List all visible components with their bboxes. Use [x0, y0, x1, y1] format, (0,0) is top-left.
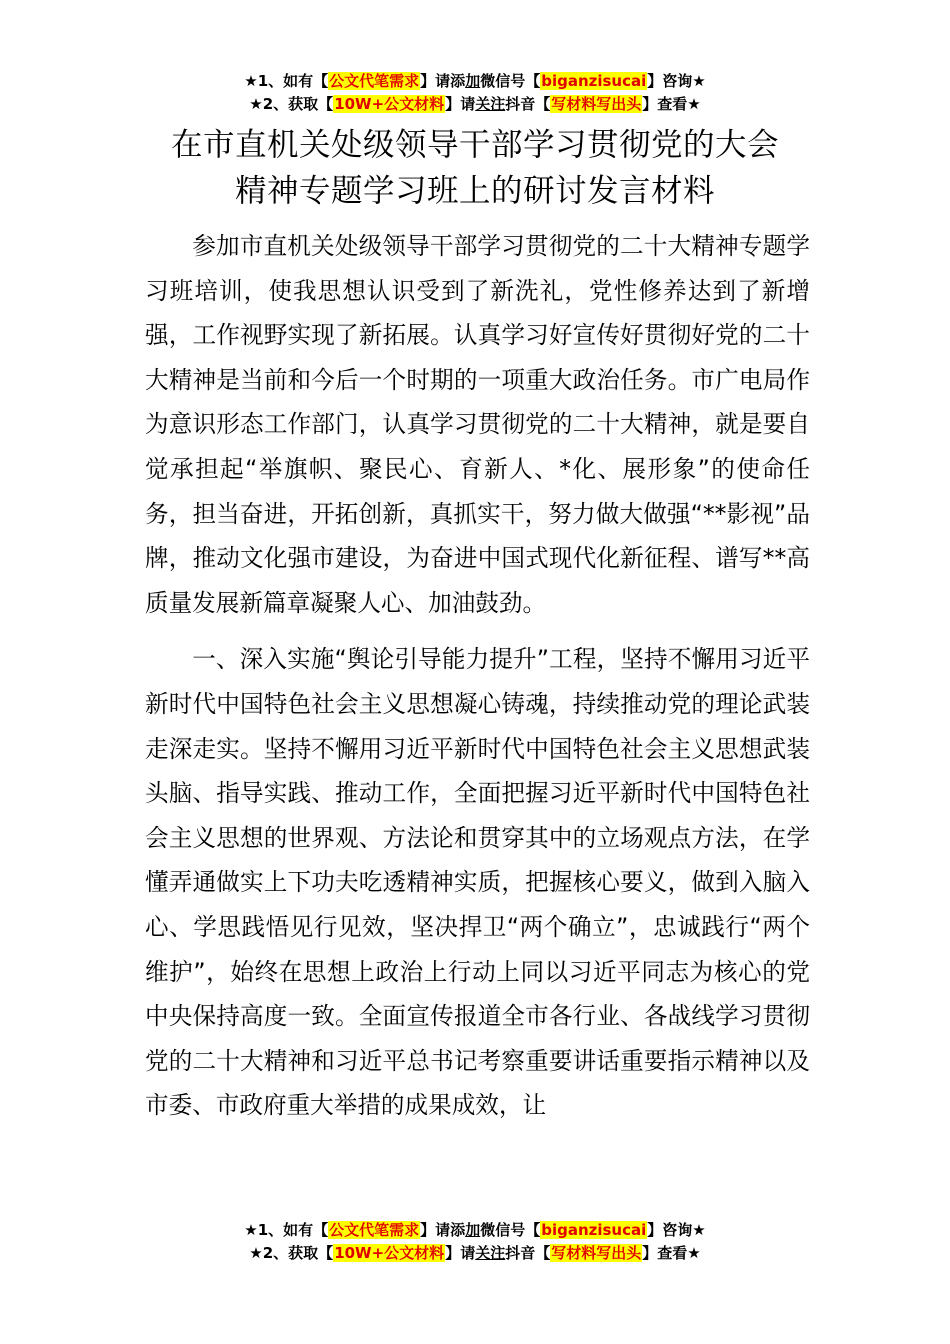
promo-text: 抖音【: [505, 95, 551, 113]
promo-text: 】请: [445, 1244, 476, 1262]
promo-highlight-service: 公文代笔需求: [329, 1221, 420, 1239]
promo-underline: 关注: [475, 95, 506, 113]
promo-underline: 加: [465, 72, 481, 90]
promo-text: 】请: [445, 95, 476, 113]
promo-underline: 加: [465, 1221, 481, 1239]
body-paragraph: 参加市直机关处级领导干部学习贯彻党的二十大精神专题学习班培训，使我思想认识受到了新洗礼，党性修养达到了新增强，工作视野实现了新拓展。认真学习好宣传好贯彻好党的二十大精神是当前和今后一个时期的一项重大政治任务。市广电局作为意识形态工作部门，认真学习贯彻党的二十大精神，就是要自觉承担起“举旗帜、聚民心、育新人、*化、展形象”的使命任务，担当奋进，开拓创新，真抓实干，努力做大做强“**影视”品牌，推动文化强市建设，为奋进中国式现代化新征程、谱写**高质量发展新篇章凝聚人心、加油鼓劲。: [145, 232, 810, 617]
document-body: [145, 224, 810, 1128]
promo-text: ★1、如有【: [244, 1221, 329, 1239]
promo-line-douyin: [0, 1242, 950, 1264]
promo-text: ★2、获取【: [249, 95, 334, 113]
promo-line-wechat: [0, 1219, 950, 1241]
title-line-1: 在市直机关处级领导干部学习贯彻党的大会: [170, 127, 779, 163]
promo-highlight-douyin-account: 写材料写出头: [551, 95, 642, 113]
title-line-2: 精神专题学习班上的研讨发言材料: [234, 173, 715, 209]
promo-highlight-wechat-id: biganzisucai: [541, 72, 647, 90]
promo-text: 抖音【: [505, 1244, 551, 1262]
promo-underline: 关注: [475, 1244, 506, 1262]
body-paragraph: 一、深入实施“舆论引导能力提升”工程，坚持不懈用习近平新时代中国特色社会主义思想凝心铸魂，持续推动党的理论武装走深走实。坚持不懈用习近平新时代中国特色社会主义思想武装头脑、指导实践、推动工作，全面把握习近平新时代中国特色社会主义思想的世界观、方法论和贯穿其中的立场观点方法，在学懂弄通做实上下功夫吃透精神实质，把握核心要义，做到入脑入心、学思践悟见行见效，坚决捍卫“两个确立”，忠诚践行“两个维护”，始终在思想上政治上行动上同以习近平同志为核心的党中央保持高度一致。全面宣传报道全市各行业、各战线学习贯彻党的二十大精神和习近平总书记考察重要讲话重要指示精神以及市委、市政府重大举措的成果成效，让: [145, 645, 810, 1120]
promo-highlight-service: 公文代笔需求: [329, 72, 420, 90]
promo-highlight-wechat-id: biganzisucai: [541, 1221, 647, 1239]
promo-text: 微信号【: [480, 1221, 541, 1239]
promo-highlight-douyin-account: 写材料写出头: [551, 1244, 642, 1262]
promo-text: 】请添: [420, 1221, 466, 1239]
promo-text: 】查看★: [642, 1244, 701, 1262]
promo-text: 】咨询★: [647, 72, 706, 90]
document-title: [120, 122, 830, 214]
promo-line-wechat: [0, 70, 950, 92]
promo-highlight-materials: 10W+公文材料: [334, 95, 445, 113]
promo-text: 微信号【: [480, 72, 541, 90]
promo-text: 】查看★: [642, 95, 701, 113]
promo-highlight-materials: 10W+公文材料: [334, 1244, 445, 1262]
promo-text: 】咨询★: [647, 1221, 706, 1239]
promo-text: ★1、如有【: [244, 72, 329, 90]
promo-text: ★2、获取【: [249, 1244, 334, 1262]
promo-line-douyin: [0, 93, 950, 115]
promo-text: 】请添: [420, 72, 466, 90]
